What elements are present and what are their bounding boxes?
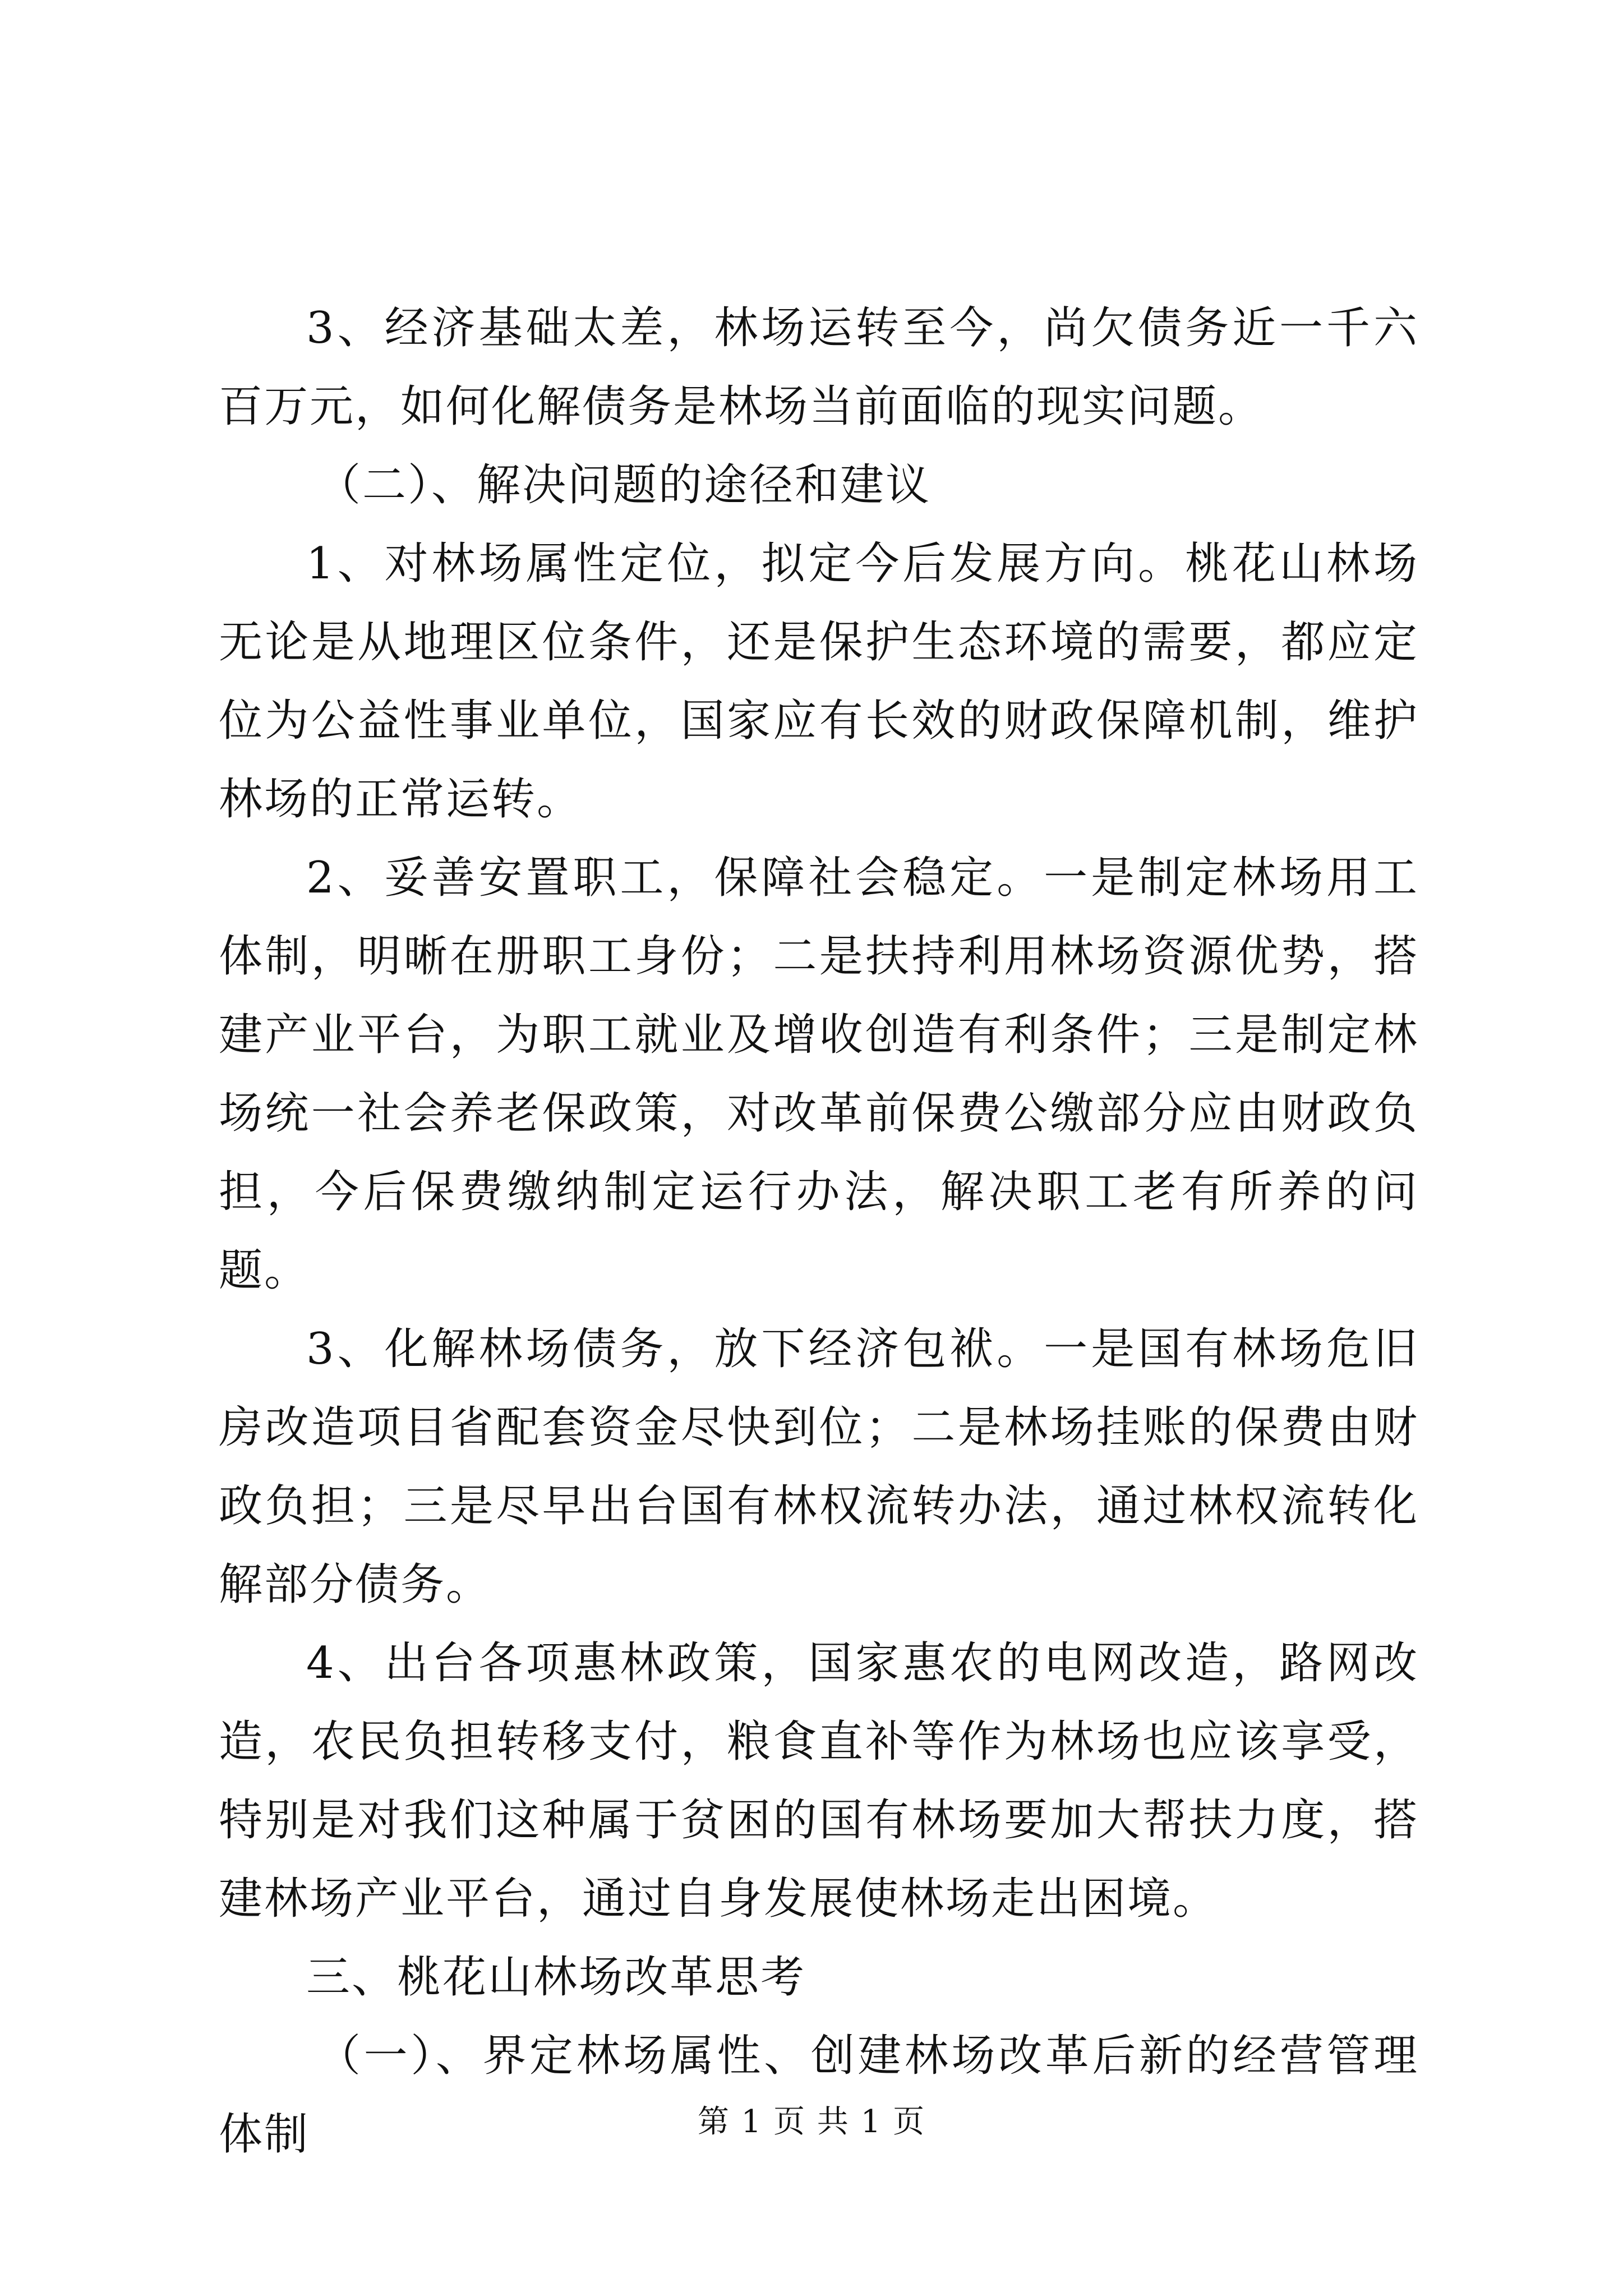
document-body xyxy=(219,289,1419,2174)
page-footer: 第 1 页 共 1 页 xyxy=(697,2104,926,2140)
heading-define-attributes: （一）、界定林场属性、创建林场改革后新的经营管理体制 xyxy=(219,2031,1419,2160)
paragraph-policies: 4、出台各项惠林政策，国家惠农的电网改造，路网改造，农民负担转移支付，粮食直补等作为林场也应该享受，特别是对我们这种属于贫困的国有林场要加大帮扶力度，搭建林场产业平台，通过自身发展使林场走出困境。 xyxy=(219,1638,1419,1924)
paragraph-staff-placement: 2、妥善安置职工，保障社会稳定。一是制定林场用工体制，明晰在册职工身份；二是扶持利用林场资源优势，搭建产业平台，为职工就业及增收创造有利条件；三是制定林场统一社会养老保政策，对改革前保费公缴部分应由财政负担，今后保费缴纳制定运行办法，解决职工老有所养的问题。 xyxy=(219,853,1419,1296)
paragraph-positioning: 1、对林场属性定位，拟定今后发展方向。桃花山林场无论是从地理区位条件，还是保护生态环境的需要，都应定位为公益性事业单位，国家应有长效的财政保障机制，维护林场的正常运转。 xyxy=(219,539,1419,825)
paragraph-debt-problem: 3、经济基础太差，林场运转至今，尚欠债务近一千六百万元，如何化解债务是林场当前面临的现实问题。 xyxy=(219,303,1419,432)
paragraph-debt-resolution: 3、化解林场债务，放下经济包袱。一是国有林场危旧房改造项目省配套资金尽快到位；二是林场挂账的保费由财政负担；三是尽早出台国有林权流转办法，通过林权流转化解部分债务。 xyxy=(219,1324,1419,1610)
heading-reform-thoughts: 三、桃花山林场改革思考 xyxy=(306,1952,806,2003)
heading-solutions: （二）、解决问题的途径和建议 xyxy=(317,460,932,510)
